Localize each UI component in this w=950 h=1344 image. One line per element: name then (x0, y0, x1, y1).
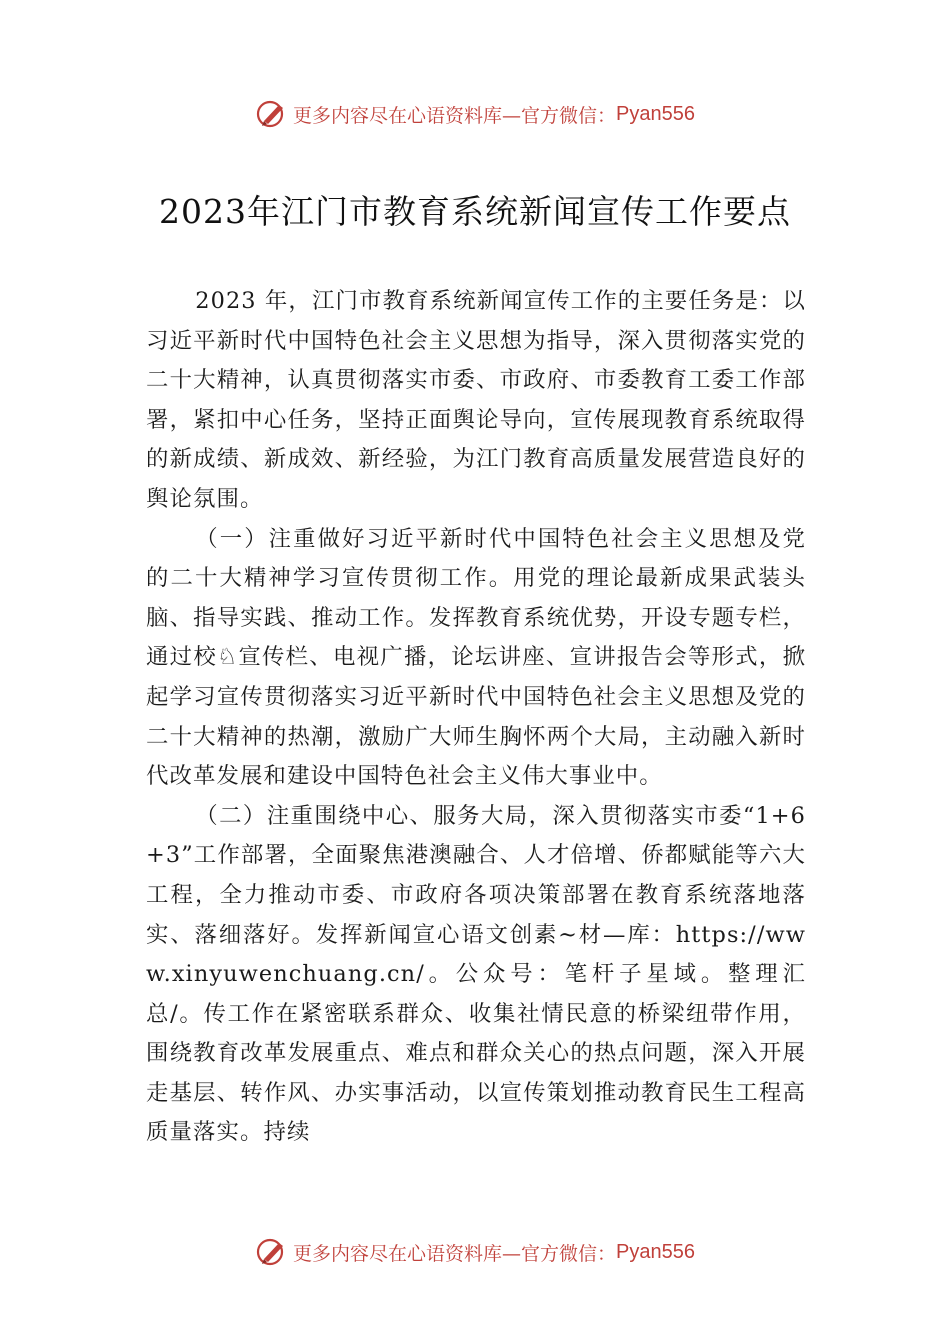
document-title: 2023年江门市教育系统新闻宣传工作要点 (159, 192, 791, 231)
document-body (146, 282, 806, 1153)
paragraph-intro: 2023 年，江门市教育系统新闻宣传工作的主要任务是：以习近平新时代中国特色社会主义思想为指导，深入贯彻落实党的二十大精神，认真贯彻落实市委、市政府、市委教育工委工作部署，紧扣中心任务，坚持正面舆论导向，宣传展现教育系统取得的新成绩、新成效、新经验，为江门教育高质量发展营造良好的舆论氛围。 (146, 288, 806, 512)
banner-text: 更多内容尽在心语资料库—官方微信： (293, 104, 617, 127)
banner-wechat-id: Pyan556 (616, 102, 695, 125)
banner-text: 更多内容尽在心语资料库—官方微信： (293, 1242, 617, 1265)
paragraph-section-1: （一）注重做好习近平新时代中国特色社会主义思想及党的二十大精神学习宣传贯彻工作。用党的理论最新成果武装头脑、指导实践、推动工作。发挥教育系统优势，开设专题专栏，通过校♘宣传栏、电视广播，论坛讲座、宣讲报告会等形式，掀起学习宣传贯彻落实习近平新时代中国特色社会主义思想及党的二十大精神的热潮，激励广大师生胸怀两个大局，主动融入新时代改革发展和建设中国特色社会主义伟大事业中。 (146, 525, 806, 790)
pen-logo-icon (255, 1235, 289, 1269)
pen-logo-icon (255, 97, 289, 131)
header-banner (0, 94, 950, 134)
footer-banner (0, 1232, 950, 1272)
banner-wechat-id: Pyan556 (616, 1240, 695, 1263)
paragraph-section-2: （二）注重围绕中心、服务大局，深入贯彻落实市委“1+6+3”工作部署，全面聚焦港澳融合、人才倍增、侨都赋能等六大工程，全力推动市委、市政府各项决策部署在教育系统落地落实、落细落好。发挥新闻宣心语文创素~材—库：https://www.xinyuwenchuang.cn/。公众号：笔杆子星域。整理汇总/。传工作在紧密联系群众、收集社情民意的桥梁纽带作用，围绕教育改革发展重点、难点和群众关心的热点问题，深入开展走基层、转作风、办实事活动，以宣传策划推动教育民生工程高质量落实。持续 (146, 802, 806, 1146)
